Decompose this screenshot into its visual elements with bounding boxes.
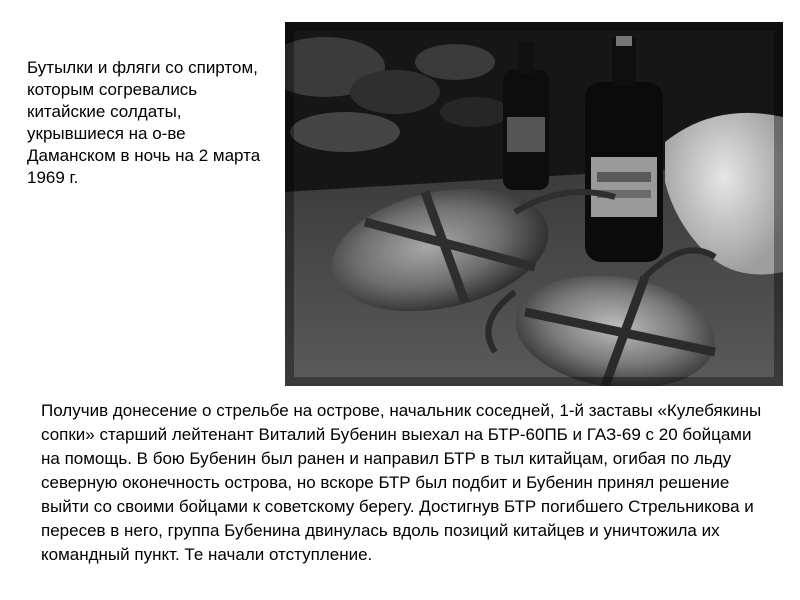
body-paragraph: Получив донесение о стрельбе на острове, начальник соседней, 1-й заставы «Кулебякины сопки» старший лейтенант Виталий Бубенин выехал на БТР-60ПБ и ГАЗ-69 с 20 бойцами на помощь. В бою Бубенин был ранен и направил БТР в тыл китайцам, огибая по льду северную оконечность острова, но вскоре БТР был подбит и Бубенин принял решение выйти со своими бойцами к советскому берегу. Достигнув БТР погибшего Стрельникова и пересев в него, группа Бубенина двинулась вдоль позиций китайцев и уничтожила их командный пункт. Те начали отступление. — [41, 401, 762, 564]
photo-caption: Бутылки и фляги со спиртом, которым согревались китайские солдаты, укрывшиеся на о-ве Даманском в ночь на 2 марта 1969 г. — [27, 58, 261, 187]
archive-photo — [285, 22, 783, 386]
